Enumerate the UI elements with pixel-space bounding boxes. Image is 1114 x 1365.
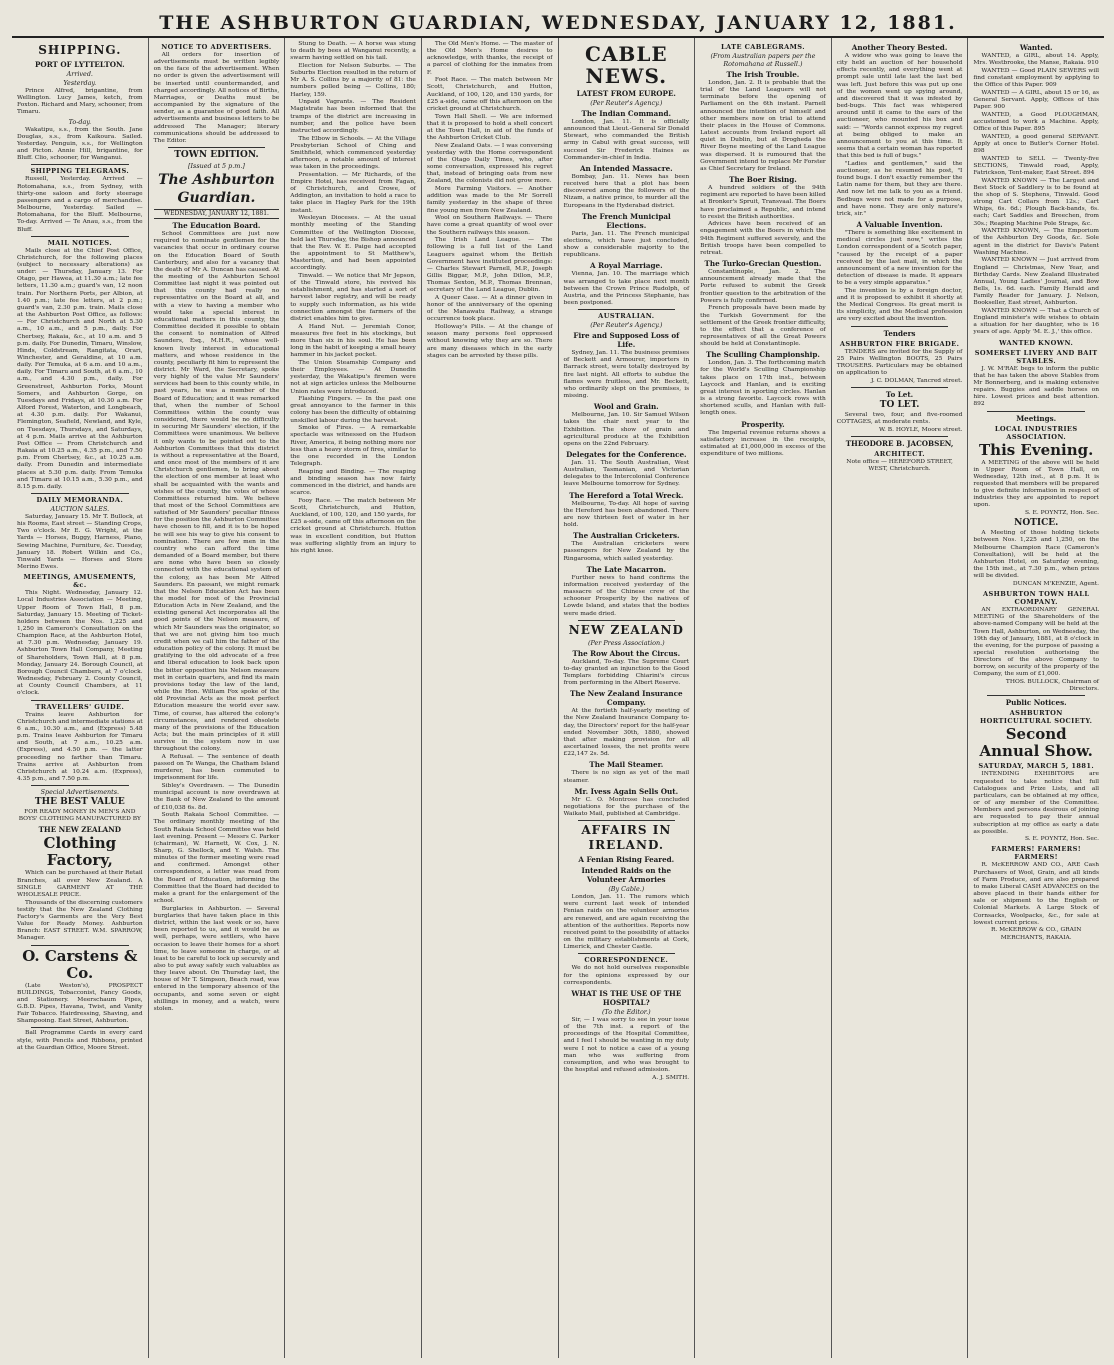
wanted-ad-4: WANTED, a Good PLOUGHMAN, accustomed to work a Machine. Apply, Office of this Paper. 895: [973, 111, 1099, 133]
mckenzie-sign: DUNCAN M'KENZIE, Agent.: [1012, 580, 1099, 587]
turkish-title: The Turko-Grecian Question.: [704, 259, 822, 269]
meetings-text: This Night. Wednesday, January 12. Local Industries Association — Meeting, Upper Room of Town Hall, 8 p.m. Saturday, January 15. Meeting of Ticket-holders between the Nos. 1,225 and 1,250 in Cameron's Consultation on the Champion Race, at the Ashburton Hotel, at 7.30 p.m. Wednesday, January 19. Ashburton Town Hall Company, Meeting of Shareholders, Town Hall, at 8 p.m. Monday, January 24. Borough Council, at Borough Council Chambers, at 7 o'clock. Wednesday, February 2. County Council, at County Council Chambers, at 11 o'clock.: [17, 590, 143, 697]
turkish-text: Constantinople, Jan. 2. The announcement already made that the Porte refused to submit the Greek frontier question to the arbitration of the Powers is fully confirmed.: [700, 269, 826, 304]
march-date: SATURDAY, MARCH 5, 1881.: [978, 762, 1095, 771]
to-let-text: Several two, four, and five-roomed COTTAGES, at moderate rents.: [836, 411, 963, 426]
wesleyan-para: Wesleyan Dioceses. — At the usual monthly meeting of the Standing Committee of the Wellington Diocese, held last Thursday, the Bishop announced that the Rev. W. E. Paige had accepted the appointment to St Matthew's, Mastertion, and had been appointed accordingly.: [290, 215, 416, 272]
letter-signature: A. J. SMITH.: [652, 1074, 690, 1081]
hospital-letter-text: Sir, — I was sorry to see in your issue of the 7th inst. a report of the proceedings of the Hospital Committee, and I feel I should be wanting in my duty were I not to notice a case of a young man who was suffering from consumption, and who was brought to the hospital and refused admission.: [563, 1016, 690, 1073]
prosperity-title: Prosperity.: [741, 419, 785, 429]
clothing-factory-heading: Clothing Factory,: [43, 834, 117, 870]
port-title: PORT OF LYTTELTON.: [35, 60, 125, 69]
wanted-ad-9: WANTED KNOWN — Just arrived from England — Christmas, New Year, and Birthday Cards. New Zealand Illustrated Annual, Young Ladies' Journal, and Bow Bells, 1s. 6d. each. Family Herald and Family Reader for January. J. Nelson, Bookseller, East street, Ashburton.: [973, 257, 1099, 307]
circus-text: Auckland, To-day. The Supreme Court to-day granted an injunction to the Good Templars forbidding Chiarini's circus from performing in the Albert Reserve.: [563, 658, 690, 687]
leader-text: School Committees are just now required to nominate gentlemen for the vacancies that occur in ordinary course on the Education Board of South Canterbury, and also for a vacancy that the death of Mr A. Duncan has caused. At the meeting of the Ashburton School Committee last night it was pointed out that this county had really no representative on the Board at all, and with a view to having a member who would take a special interest in educational matters in this county, the Committee decided it possible to obtain the consent to nomination of Alfred Saunders, Esq., M.H.R., whose well-known lively interest in educational matters, and whose residence in the county, peculiarly fit him to represent the district. Mr Ward, the Secretary, spoke very highly of the value Mr Saunders' services had been to this county while, in past years, he was a member of the Board of Education; and it was remarked that, when the number of School Committees within the county was considered, there would be no difficulty in securing Mr Saunders' election, if the Committees were unanimous. We believe it only wants to be pointed out to the Ashburton Committees that this district is without a representative at the Board, and once most of the members of it are Christchurch gentlemen, to bring about the election of one member at least who shall be acquainted with the wants and wishes of the county, the votes of whose Committees returned him. We believe that most of the School Committees are satisfied of Mr Saunders' peculiar fitness for the position the Ashburton Committee have chosen to fill, and it is to be hoped he will see his way to give his consent to nomination. There are few men in the country who can afford the time demanded of a Board member, but there are none who have been so closely connected with the educational system of the colony, as has been Mr Alfred Saunders. En passant, we might remark that the Nelson Education Act has been the model for most of the Provincial Education Acts in New Zealand, and the existing general Act incorporates all the good points of the Nelson measure, of which Mr Saunders was the originator, so that we are not giving him too much credit when we call him the father of the education policy of the colony. It must be gratifying to the old advocate of a free and liberal education to look back upon the bitter opposition his Nelson measure met in certain quarters, and find its main provisions today the law of the land, while the Hon. William Fox spoke of the old Provincial Acts as the most perfect Education measure the world ever saw. Time, of course, has altered the colony's circumstances, and rendered obsolete many of the provisions of the Education Acts; but the main principles of it still survive in the system now in use throughout the colony.: [153, 231, 280, 753]
stung-para: Stung to Death. — A horse was stung to death by bees at Wanganui recently, a swarm having settled on his tail.: [290, 41, 416, 62]
correspondence-note: We do not hold ourselves responsible for the opinions expressed by our correspondents.: [563, 965, 690, 986]
mail-steamer-text: There is no sign as yet of the mail steamer.: [563, 770, 690, 784]
wanted-ad-6: WANTED to SELL — Twenty-five SECTIONS, Tinwald road, Apply, Fatrickson, Tent-maker, East Street. 894: [973, 155, 1099, 176]
mail-notices-text: Mails close at the Chief Post Office, Christchurch, for the following places (subject to necessary alterations) as under: — Thursday, January 13. For Otago, per Hawea, at 11.30 a.m.; late fee letters, 11.30 a.m.; guard's van, 12 noon train. For Northern Ports, per Albion, at 1.40 p.m.; late fee letters, at 2 p.m.; guard's van, 2.30 p.m. train. Mails close at the Ashburton Post Office, as follows: — For Christchurch and North at 5.30 a.m., 10 a.m., and 5 p.m., daily. For Chertsey, Rakaia, &c., at 10 a.m. and 5 p.m. daily. For Dunedin, Timaru, Winslow, Hinds, Coldstream, Rangitata, Orari, Winchester, and Geraldine, at 10 a.m. daily. For Temuka, at 6 a.m. and 10 a.m., daily. For Timaru and South, at 6 a.m., 10 a.m., and 4.30 p.m., daily. For Greenstreet, Ashburton Forks, Mount Somers, and Ashburton Gorge, on Tuesdays and Fridays, at 10.30 a.m. For Alford Forest, Waterton, and Longbeach, at 4.30 p.m. daily. For Wakanui, Flemington, Seafield, Newland, and Kyle, on Tuesdays, Thursdays, and Saturdays, at 4 p.m. Mails arrive at the Ashburton Post Office — From Christchurch and Rakaia at 10.25 a.m., 4.35 p.m., and 7.50 p.m. From Chertsey, &c., at 10.25 a.m. daily. From Dunedin and intermediate places at 5.30 p.m. daily. From Temuka and Timaru at 10.15 a.m., 5.30 p.m., and 8.15 p.m. daily.: [17, 247, 143, 490]
latest-europe: LATEST FROM EUROPE.: [576, 89, 676, 98]
notice-text: A Meeting of those holding tickets between Nos. 1,225 and 1,250, on the Melbourne Champion Race (Cameron's Consultation), will be held at the Ashburton Hotel, on Saturday evening, the 15th inst., at 7.30 p.m., when prizes will be divided.: [973, 530, 1099, 580]
foot-race-para: Fooy Race. — The match between Mr Scott, Christchurch, and Hutton, Auckland, of 100, 120, and 150 yards, for £25 a-side, came off this afternoon on the cricket ground at Christchurch. Hutton was in excellent condition, but Hutton was suffering slightly from an injury to his right knee.: [290, 497, 416, 554]
paper-name: The Ashburton Guardian.: [158, 172, 275, 207]
wanted-ad-10: WANTED KNOWN — That a Church of England minister's wife wishes to obtain a situation for her daughter, who is 16 years of age. Apply 'M. E. J.,' this office.: [973, 307, 1099, 336]
nz-oats-para: New Zealand Oats. — I was conversing yesterday with the Home correspondent of the Otago Daily Times, who, after some conversation, expressed his regret that, instead of bringing oats from new Zealand, the colonists did not grow more.: [426, 142, 553, 185]
wanted-ad-1: WANTED, a GIRL, about 14. Apply, Mrs. Westbrooke, the Manse, Rakaia. 910: [973, 53, 1099, 67]
indian-command-text: London, Jan. 11. It is officially announced that Lieut.-General Sir Donald Stewart, who commanded the British army in Cabul with great success, will succeed Sir Frederick Haines as Commander-in-chief in India.: [563, 119, 690, 161]
this-evening-heading: This Evening.: [979, 440, 1094, 459]
hoyle-sign: W. B. HOYLE, Moore street.: [879, 426, 963, 433]
massacre-title: An Intended Massacre.: [579, 163, 673, 173]
town-edition-heading: TOWN EDITION.: [174, 150, 259, 161]
old-men-para: The Old Men's Home. — The master of the Old Men's Home desires to acknowledge, with thanks, the receipt of a parcel of clothing for the inmates from F.: [426, 41, 553, 76]
australian-heading: AUSTRALIAN.: [598, 312, 655, 321]
royal-text: Vienna, Jan. 10. The marriage which was arranged to take place next month between the Crown Prince Rudolph, of Austria, and the Princess Stephanie, has been postponed.: [563, 271, 690, 306]
royal-title: A Royal Marriage.: [590, 261, 663, 271]
boer-text: A hundred soldiers of the 94th regiment are reported to have been killed at Bronker's Spruit, Transvaal. The Boers have proclaimed a Republic, and intend to resist the British authorities.: [700, 185, 826, 220]
jacobsen-office: Note office — HEREFORD STREET, WEST, Christchurch.: [846, 458, 953, 473]
sculling-text: London, Jan. 3. The forthcoming match for the World's Sculling Championship takes place on 17th inst., between Laycock and Hanlan, and is exciting great interest in sporting circles. Hanlan is a strong favorite. Laycock rows with shortened sculls, and Hanlan with full-length ones.: [700, 360, 826, 417]
fire-brigade-text: TENDERS are invited for the Supply of 25 Pairs Wellington BOOTS, 25 Pairs TROUSERS. Particulars may be obtained on application to: [836, 348, 963, 377]
insurance-text: At the fortieth half-yearly meeting of the New Zealand Insurance Company to-day, the Directors' report for the half-year ended November 30th, 1880, showed that after making provision for all ascertained losses, the net profits were £22,147 2s. 5d.: [563, 708, 690, 758]
wool-grain-text: Melbourne, Jan. 10. Sir Samuel Wilson takes the chair next year to the Exhibition. The show of grain and agricultural produce at the Exhibition opens on the 22nd February.: [563, 412, 690, 447]
rakaia-para: South Rakaia School Committee. — The ordinary monthly meeting of the South Rakaia School Committee was held last evening. Present — Messrs C. Parker (chairman), W. Harnett, W. Cox, J. N. Sharp, G. Shellock, and Y. Walsh. The minutes of the former meeting were read and confirmed. Amongst other correspondence, a letter was read from the Board of Education, informing the Committee that the Board had decided to make a grant for the enlargement of the school.: [153, 812, 280, 905]
hospital-letter-title: WHAT IS THE USE OF THE HOSPITAL?: [571, 988, 682, 1007]
arrived-text: Prince Alfred, brigantine, from Wellington. Lucy James, ketch, from Foxton. Richard and Mary, schooner, from Timaru.: [17, 88, 143, 116]
this-evening-text: A MEETING of the above will be held in Upper Room of Town Hall, on Wednesday, 12th inst., at 8 p.m. It is requested that members will be prepared to give definite information in respect of industries they are appointed to report upon.: [973, 459, 1099, 509]
poyntz-sign-2: S. E. POYNTZ, Hon. Sec.: [1024, 836, 1099, 843]
shipping-telegrams-text: Russell, Yesterday. Arrived — Rotomahana, s.s., from Sydney, with thirty-one saloon and forty steerage passengers and a cargo of merchandise. Melbourne, Yesterday. Sailed — Rotomahana, for the Bluff. Melbourne, To-day. Arrived — Te Anau, s.s., from the Bluff.: [17, 176, 143, 233]
reaping-para: Reaping and Binding. — The reaping and binding season has now fairly commenced in the district, and hands are scarce.: [290, 468, 416, 497]
to-let-big: TO LET.: [879, 399, 920, 410]
wanted-ad-7: WANTED KNOWN — The Largest and Best Stock of Saddlery is to be found at the shop of S. Stephens, Tinwald. Good strong Cart Collars from 12s.; Cart Whips, 6s. 6d.; Plough Back-bands, 6s. each; Cart Saddles and Breechen, from 30s.; Reaping Machine Pole Straps, &c.: [973, 177, 1099, 227]
unpaid-para: Unpaid Vagrants. — The Resident Magistrate has been informed that the tramps of the district are increasing in number, and the police have been instructed accordingly.: [290, 99, 416, 134]
wanted-ad-3: WANTED — A GIRL, about 15 or 16, as General Servant. Apply, Offices of this Paper. 900: [973, 89, 1099, 111]
boer-title: The Boer Rising.: [729, 175, 797, 185]
issued-time: [Issued at 5 p.m.]: [188, 162, 245, 171]
masthead: THE ASHBURTON GUARDIAN, WEDNESDAY, JANUARY 12, 1881.: [12, 10, 1104, 38]
wanted-ad-8: WANTED KNOWN, — The Emporium of the Ashburton Dry Goods, &c. Sole agent in the district for Davis's Patent Washing Machine.: [973, 228, 1099, 256]
mckerrow-sign: R. McKERROW & CO., GRAIN MERCHANTS, RAKAIA.: [990, 927, 1082, 941]
wool-grain-title: Wool and Grain.: [593, 402, 659, 412]
raids-text: London, Jan. 11. The rumors which were current last week of intended Fenian raids on the volunteer armories are renewed, and are again receiving the attention of the authorities. Reports now received point to the possibility of attacks on the military establishments at Cork, Limerick, and Chester Castle.: [563, 894, 690, 951]
sibley-para: Sibley's Overdrawn. — The Dunedin municipal account is now overdrawn at the Bank of New Zealand to the amount of £10,038 6s. 8d.: [153, 783, 280, 811]
foot-race-2-para: Foot Race. — The match between Mr Scott, Christchurch, and Hutton, Auckland, of 100, 120, and 150 yards, for £25 a-side, came off this afternoon on the cricket ground at Christchurch.: [426, 77, 553, 112]
wanted-known-heading: WANTED KNOWN.: [999, 338, 1074, 347]
paper-date: WEDNESDAY, JANUARY 12, 1881.: [154, 209, 280, 219]
irish-trouble-text: London, Jan. 2. It is probable that the trial of the Land Leaguers will not terminate before the opening of Parliament on the 6th instant. Parnell announced the intention of himself and other members now on trial to attend their places in the House of Commons. Latest accounts from Ireland report all quiet in Dublin, but at Drogheda the River Boyne meeting of the Land League was dispersed. It is rumoured that the Government intend to replace Mr Forster as Chief Secretary for Ireland.: [700, 80, 826, 172]
hand-nut-para: A Hand Nut. — Jeremiah Conor, measures five feet in his stockings, but more than six in his soul. He has been long in the habit of keeping a small heavy hammer in his jacket pocket.: [290, 323, 416, 359]
valuable-invention-more: The invention is by a foreign doctor, and it is proposed to exhibit it shortly at the Medical Congress. Its great merit is its simplicity, and the Medical profession are very excited about the invention.: [836, 287, 963, 323]
carstens-heading: O. Carstens & Co.: [22, 946, 138, 982]
fingers-para: Flashing Fingers. — In the past one great annoyance to the farmer in this colony has been the difficulty of obtaining unskilled labour during the harvest.: [290, 396, 416, 424]
architect-label: ARCHITECT.: [874, 449, 925, 458]
column-7: [832, 38, 969, 1358]
shipping-telegrams-title: SHIPPING TELEGRAMS.: [30, 167, 130, 176]
macarron-text: Further news to hand confirms the information received yesterday of the massacre of the Chinese crew of the schooner Prosperity by the natives of Lowde Island, and states that the bodies were made dried.: [563, 574, 690, 617]
ball-programme-ad: Ball Programme Cards in every card style, with Pencils and Ribbons, printed at the Guardian Office, Moore Street.: [17, 1030, 143, 1051]
fires-text: Sydney, Jan. 11. The business premises of Beckett and Armourer, importers in Barrack street, were totally destroyed by fire last night. All efforts to subdue the flames were fruitless, and Mr. Beckett, who ordinarily slept on the premises, is missing.: [563, 350, 690, 400]
daily-memoranda-text: Saturday, January 15. Mr T. Bullock, at his Rooms, East street — Standing Crops, Two o'clock. Mr E. G. Wright, at the Yards — Horses, Buggy, Harness, Piano, Sewing Machine, Furniture, &c. Tuesday, January 18. Robert Wilkin and Co., Tinwald Yards — Horses and Store Merino Ewes.: [17, 513, 143, 571]
another-theory-more: "Ladies and gentlemen," said the auctioneer, as he resumed his post, "I found bugs. I don't exactly remember the Latin name for them, but they are there. And now let me talk to you as a friend. Bedbugs were not made for a purpose, and have none. They are only nature's trick, sir.": [836, 160, 963, 217]
sculling-title: The Sculling Championship.: [705, 350, 820, 360]
boer-more: Advices have been received of an engagement with the Boers in which the 94th Regiment suffered severely, and the British troops have been compelled to retreat.: [700, 221, 826, 256]
best-value-heading: THE BEST VALUE: [34, 797, 125, 808]
exhibitors-text: INTENDING EXHIBITORS are requested to take notice that full Catalogues and Prize Lists, and all particulars, can be obtained at my office, or of any member of the Committee. Members and persons desirous of joining are requested to pay their annual subscription at my office as early a date as possible.: [973, 771, 1099, 835]
macarron-title: The Late Macarron.: [586, 564, 667, 574]
massacre-text: Bombay, Jan. 11. News has been received here that a plot has been discovered among the followers of the Nizam, a native prince, to murder all the Europeans in the Hyderabad district.: [563, 173, 690, 209]
valuable-invention-text: "There is something like excitement in medical circles just now," writes the London correspondent of a Scotch paper, "caused by the receipt of a paper received by the last mail, in which the announcement of a new invention for the detection of disease is made. It appears to be a very simple apparatus.": [836, 230, 963, 287]
auction-sales-label: AUCTION SALES.: [50, 504, 110, 513]
another-theory-title: Another Theory Bested.: [851, 43, 948, 52]
election-para: Election for Nelson Suburbs. — The Suburbs Election resulted in the return of Mr A. S. Collins by a majority of 81: the numbers polled being — Collins, 180; Harley, 159.: [290, 62, 416, 98]
notice-advertisers-title: NOTICE TO ADVERTISERS.: [161, 43, 272, 51]
queer-case-para: A Queer Case. — At a dinner given in honor of the anniversary of the opening of the Manawatu Railway, a strange occurrence took place.: [426, 294, 553, 323]
town-hall-text: AN EXTRAORDINARY GENERAL MEETING of the Shareholders of the above-named Company will be held at the Town Hall, Ashburton, on Wednesday, the 19th day of January, 1881, at 8 o'clock in the evening, for the purpose of passing a special resolution authorising the Directors of the above Company to borrow, on security of the property of the Company, the sum of £1,000.: [973, 607, 1099, 678]
somerset-heading: SOMERSET LIVERY AND BAIT STABLES.: [974, 348, 1098, 365]
late-cablegrams-sub: (From Australian papers per the Rotomahana at Russell.): [710, 52, 816, 68]
travellers-guide-text: Trains leave Ashburton for Christchurch and intermediate stations at 6 a.m., 10.30 a.m., and (Express) 5.48 p.m. Trains leave Ashburton for Timaru and South, at 7 a.m., 10.25 a.m. (Express), and 4.50 p.m. — the latter proceeding no farther than Timaru. Trains arrive at Ashburton from Christchurch at 10.24 a.m. (Express), 4.35 p.m., and 7.50 p.m.: [17, 711, 143, 782]
meetings-heading: Meetings.: [1016, 413, 1057, 423]
today-label: To-day.: [68, 117, 92, 126]
jacobsen-name: THEODORE B. JACOBSEN,: [845, 438, 954, 448]
public-notices-heading: Public Notices.: [1005, 698, 1067, 708]
smoke-para: Smoke of Fires. — A remarkable spectacle was witnessed on the Hudson River, America, it being nothing more nor less than a heavy storm of fires, similar to the one recorded in the London Telegraph.: [290, 425, 416, 468]
column-2: [149, 38, 286, 1358]
mail-notices-title: MAIL NOTICES.: [47, 238, 113, 247]
cable-news-heading: CABLE NEWS.: [584, 42, 668, 88]
elbow-para: The Elbow in Schools. — At the Village Presbyterian School of Ching and Smithfield, which commenced yesterday afternoon, a notable amount of interest was taken in the proceedings.: [290, 135, 416, 171]
fire-brigade-title: ASHBURTON FIRE BRIGADE.: [839, 339, 960, 348]
hereford-text: Melbourne, To-day. All hope of saving the Hereford has been abandoned. There are now thirteen feet of water in her hold.: [563, 500, 690, 529]
meetings-title: MEETINGS, AMUSEMENTS, &c.: [23, 573, 137, 590]
somerset-text: J. W. M'RAE begs to inform the public that he has taken the above Stables from Mr Bonnerberg, and is making extensive repairs. Buggies and saddle horses on hire. Lowest prices and best attention. 892: [973, 365, 1099, 408]
today-text: Wakatipu, s.s., from the South. Jane Douglas, s.s., from Kaikoura. Sailed. Yesterday. Penguin, s.s., for Wellington and Picton. Annie Hill, brigantine, for Bluff. Clio, schooner, for Wanganui.: [17, 126, 143, 162]
bullock-sign: THOS. BULLOCK, Chairman of Directors.: [1005, 679, 1099, 693]
column-3: [285, 38, 422, 1358]
clothing-factory-more: Thousands of the discerning customers testify that the New Zealand Clothing Factory's Garments are the Very Best Value for Ready Money. Ashburton Branch: EAST STREET. W.M. SPARROW, Manager.: [17, 899, 143, 942]
column-5: [559, 38, 696, 1358]
to-editor: (To the Editor.): [601, 1007, 651, 1016]
arrived-label: Arrived.: [66, 70, 93, 78]
column-4: [422, 38, 559, 1358]
league-para: The Irish Land League. — The following is a full list of the Land Leaguers against whom the British Government have instituted proceedings: — Charles Stewart Parnell, M.P., Joseph Gillis Biggar, M.P., John Dillon, M.P., Thomas Sexton, M.P., Thomas Brennan, secretary of the Land League, Dublin.: [426, 237, 553, 294]
nz-news-heading: NEW ZEALAND: [568, 622, 684, 637]
notice-advertisers-text: All orders for insertion of advertisements must be written legibly on the face of the advertisement. When no order is given the advertisement will be inserted until countermanded, and charged accordingly. All notices of Births, Marriages, or Deaths must be accompanied by the signature of the sender, as a guarantee of good faith. All advertisements and business letters to be addressed The Manager; literary communications should be addressed to The Editor.: [153, 52, 280, 144]
column-8: [968, 38, 1104, 1358]
best-value-text: FOR READY MONEY IN MEN'S AND BOYS' CLOTHING MANUFACTURED BY: [18, 809, 141, 823]
wool-para: Wool on Southern Railways. — There have come a great quantity of wool over the Southern railways this season.: [426, 215, 553, 236]
raids-title: Intended Raids on the Volunteer Armories: [581, 866, 672, 885]
farmers-heading: FARMERS! FARMERS! FARMERS!: [991, 845, 1082, 862]
notice-heading: NOTICE.: [1014, 518, 1059, 529]
nz-agency: (Per Press Association.): [587, 638, 665, 647]
poyntz-sign: S. E. POYNTZ, Hon. Sec.: [1024, 510, 1099, 517]
cricket-title: The Australian Cricketers.: [573, 531, 680, 541]
hereford-title: The Hereford a Total Wreck.: [569, 490, 684, 500]
correspondence-heading: CORRESPONDENCE.: [584, 956, 669, 965]
wanted-ad-2: WANTED — Good PLAIN SEWERS will find constant employment by applying to the Office of this Paper. 909: [973, 67, 1099, 89]
insurance-title: The New Zealand Insurance Company.: [570, 689, 683, 708]
delegates-text: Jan. 11. The South Australian, West Australian, Tasmanian, and Victorian delegates to the Intercolonial Conference leave Melbourne tomorrow for Sydney.: [563, 460, 690, 488]
column-1: [12, 38, 149, 1358]
au-agency: (Per Reuter's Agency.): [590, 321, 663, 330]
burglaries-para: Burglaries in Ashburton. — Several burglaries that have taken place in this district, within the last week or so, have been reported to us, and it would be as well, perhaps, were settlers, who have occasion to leave their homes for a short time, to leave someone in charge, or at least to be careful to lock up securely and also to put away safely such valuables as they leave about. On Thursday last, the house of Mr T. Simpson, Beach road, was entered in the temporary absence of the occupants, and some seven or eight shillings in money, and a watch, were stolen.: [153, 905, 280, 1012]
another-theory-text: A widow who was going to leave the city held an auction of her household effects recently, and everything went at prompt sale until late last the last bed was left. Just before this was put up one of the women went up spying around, and discovered that it was infested by bed-bugs. This fact was whispered around until it came to the ears of the auctioneer, who mounted his box and said: — "Words cannot express my regret at being obliged to make an announcement to you at this time. It seems that a certain woman has reported that this bed is full of bugs.": [836, 53, 963, 160]
french-title: The French Municipal Elections.: [581, 211, 671, 230]
farming-para: More Farming Visitors. — Another addition was made to the Mr Sorrell family yesterday in the shape of three fine young men from New Zealand.: [426, 186, 553, 214]
holloway-para: Holloway's Pills. — At the change of season many persons feel oppressed without knowing why they are so. There are many diseases which in the early stages can be arrested by these pills.: [426, 324, 553, 359]
to-let-heading: To Let.: [885, 389, 914, 399]
wanted-ad-5: WANTED, a good general SERVANT. Apply at once to Butler's Corner Hotel. 898: [973, 133, 1099, 155]
shipping-title: SHIPPING.: [38, 43, 122, 57]
indian-command-title: The Indian Command.: [581, 109, 672, 118]
presentation-para: Presentation. — Mr Richards, of the Empire Hotel, has received from Fagan, of Christchurch, and Crowe, of Addington, an invitation to hold a race to take place in Hagley Park for the 19th instant.: [290, 171, 416, 214]
refusal-para: A Refusal. — The sentence of death passed on Te Wanga, the Chatham Island murderer, has been commuted to imprisonment for life.: [153, 753, 280, 782]
travellers-guide-title: TRAVELLERS' GUIDE.: [35, 702, 125, 711]
tinwald-para: Tinwald. — We notice that Mr Jepson, of the Tinwald store, his revived his establishment, and has started a sort of harvest labor registry, and will be ready to supply such information, as his wide connection amongst the farmers of the district enables him to give.: [290, 273, 416, 322]
shell-para: Town Hall Shell. — We are informed that it is proposed to hold a shell concert at the Town Hall, in aid of the funds of the Ashburton Cricket Club.: [426, 113, 553, 142]
carstens-text: (Late Weston's), PROSPECT BUILDINGS, Tobacconist, Fancy Goods, and Stationery. Meerschaum Pipes, G.B.D. Pipes, Havana, Twist, and Vanity Fair Tobacco. Hairdressing, Shaving, and Shampooing. East Street, Ashburton.: [17, 982, 143, 1025]
mckerrow-text: R. McKERROW AND CO., ARE Cash Purchasers of Wool, Grain, and all kinds of Farm Produce, and are also prepared to make Liberal CASH ADVANCES on the above placed in their hands either for sale or shipment to the English or Colonial Markets. A Large Stock of Cornsacks, Woolpacks, &c., for sale at lowest current prices.: [973, 862, 1099, 926]
reuter-agency: (Per Reuter's Agency.): [590, 99, 663, 107]
nz-heading: THE NEW ZEALAND: [38, 825, 122, 835]
wanted-heading: Wanted.: [1019, 43, 1053, 52]
mail-steamer-title: The Mail Steamer.: [589, 760, 664, 770]
french-text: Paris, Jan. 11. The French municipal elections, which have just concluded, show a considerable majority to the republicans.: [563, 230, 690, 259]
circus-title: The Row About the Circus.: [572, 648, 681, 658]
special-ads-title: Special Advertisements.: [40, 788, 120, 797]
columns: [12, 38, 1104, 1358]
local-industries-heading: LOCAL INDUSTRIES ASSOCIATION.: [994, 424, 1078, 441]
cricket-text: The Australian cricketers were passengers for New Zealand by the Ringarooma, which sailed yesterday.: [563, 541, 690, 562]
ireland-heading: AFFAIRS IN IRELAND.: [581, 823, 672, 853]
fenian-rising-title: A Fenian Rising Feared.: [578, 855, 675, 865]
yesterday-label: Yesterday.: [63, 79, 97, 87]
horticultural-heading: ASHBURTON HORTICULTURAL SOCIETY.: [980, 709, 1093, 726]
by-cable: (By Cable.): [608, 885, 645, 894]
valuable-invention-title: A Valuable Invention.: [856, 220, 943, 230]
tenders-heading: Tenders: [883, 328, 916, 338]
town-hall-heading: ASHBURTON TOWN HALL COMPANY.: [983, 590, 1090, 607]
second-show-heading: Second Annual Show.: [979, 725, 1093, 761]
leader-title: The Education Board.: [172, 221, 261, 231]
delegates-title: Delegates for the Conference.: [566, 450, 687, 459]
fires-title: Fire and Supposed Loss of Life.: [573, 331, 680, 350]
irish-trouble-title: The Irish Trouble.: [726, 70, 800, 79]
dolman-sign: J. C. DOLMAN, Tancred street.: [870, 377, 963, 384]
clothing-factory-text: Which can be purchased at their Retail Branches, all over New Zealand. A SINGLE GARMENT AT THE WHOLESALE PRICE.: [17, 870, 143, 898]
ivess-title: Mr. Ivess Again Sells Out.: [574, 786, 679, 796]
late-cablegrams-heading: LATE CABLEGRAMS.: [720, 43, 805, 51]
prosperity-text: The Imperial revenue returns shows a satisfactory increase in the receipts, estimated at £1,000,000 in excess of the expenditure of two millions.: [700, 429, 826, 458]
union-para: The Union Steamship Company and their Employees. — At Dunedin yesterday, the Wakatipu's firemen were not at sign articles unless the Melbourne Union rates were introduced.: [290, 359, 416, 395]
daily-memoranda-title: DAILY MEMORANDA.: [36, 495, 124, 504]
column-6: [695, 38, 832, 1358]
turkish-more: French proposals have been made by the Turkish Government for the settlement of the Greek frontier difficulty, to the effect that a conference of representatives of all the Great Powers should be held at Constantinople.: [700, 305, 826, 348]
ivess-text: Mr C. O. Montrose has concluded negotiations for the purchase of the Waikato Mail, published at Cambridge.: [563, 796, 690, 817]
